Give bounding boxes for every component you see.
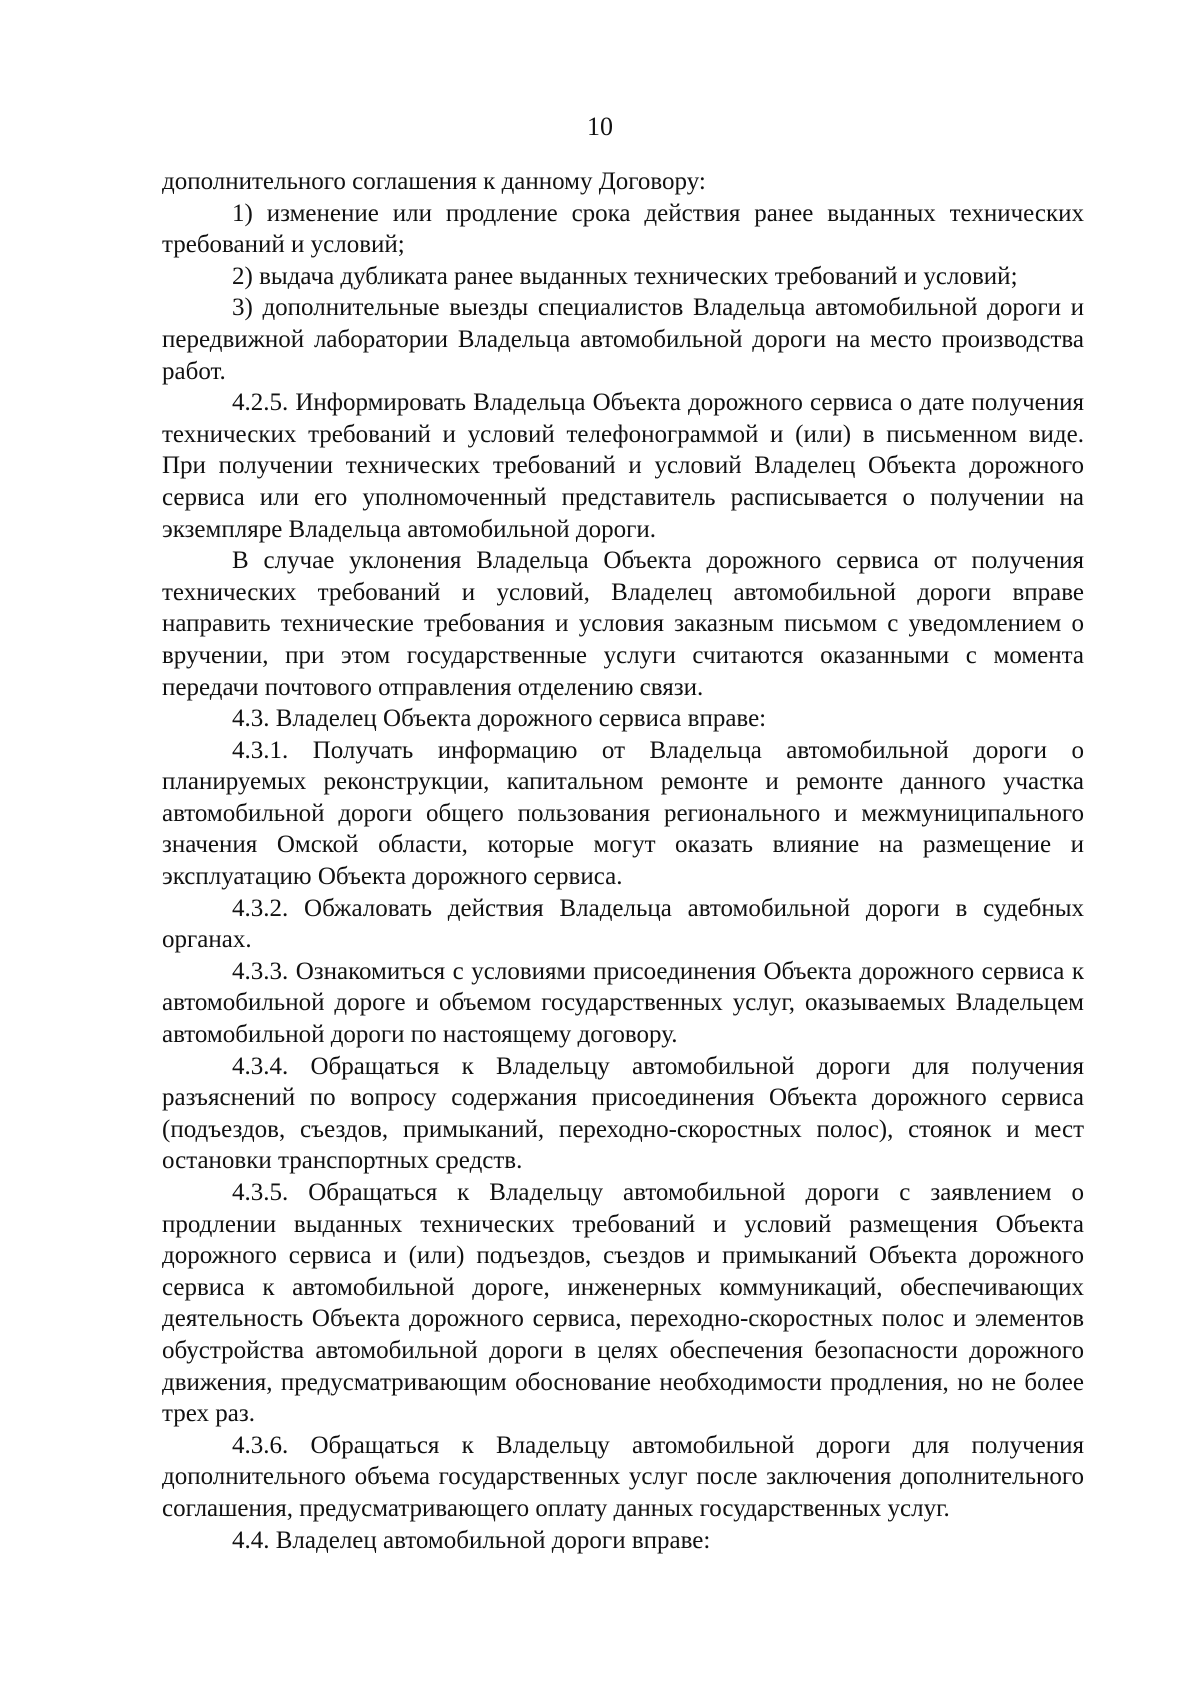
page-number: 10 [587,112,613,141]
list-item-1: 1) изменение или продление срока действия ранее выданных технических требований и условий; [162,199,1084,259]
clause-4-3-5: 4.3.5. Обращаться к Владельцу автомобильной дороги с заявлением о продлении выданных технических требований и условий размещения Объекта дорожного сервиса и (или) подъездов, съездов и примыканий Объекта дорожного сервиса к автомобильной дороге, инженерных коммуникаций, обеспечивающих деятельность Объекта дорожного сервиса, переходно-скоростных полос и элементов обустройства автомобильной дороги в целях обеспечения безопасности дорожного движения, предусматривающим обоснование необходимости продления, но не более трех раз. [162,1179,1084,1428]
clause-4-3-3: 4.3.3. Ознакомиться с условиями присоединения Объекта дорожного сервиса к автомобильной дороге и объемом государственных услуг, оказываемых Владельцем автомобильной дороги по настоящему договору. [162,957,1084,1049]
clause-4-3-6: 4.3.6. Обращаться к Владельцу автомобильной дороги для получения дополнительного объема государственных услуг после заключения дополнительного соглашения, предусматривающего оплату данных государственных услуг. [162,1431,1084,1522]
paragraph-continuation: дополнительного соглашения к данному Договору: [162,168,706,195]
clause-4-3: 4.3. Владелец Объекта дорожного сервиса вправе: [232,705,767,733]
document-body [162,166,1084,1556]
clause-4-3-1: 4.3.1. Получать информацию от Владельца автомобильной дороги о планируемых реконструкции, капитальном ремонте и ремонте данного участка автомобильной дороги общего пользования регионального и межмуниципального значения Омской области, которые могут оказать влияние на размещение и эксплуатацию Объекта дорожного сервиса. [162,736,1084,891]
list-item-2: 2) выдача дубликата ранее выданных технических требований и условий; [232,262,1018,290]
clause-4-4: 4.4. Владелец автомобильной дороги вправе: [232,1526,711,1554]
clause-4-3-2: 4.3.2. Обжаловать действия Владельца автомобильной дороги в судебных органах. [162,894,1084,954]
list-item-3: 3) дополнительные выезды специалистов Владельца автомобильной дороги и передвижной лаборатории Владельца автомобильной дороги на место производства работ. [162,294,1084,385]
clause-4-2-5: 4.2.5. Информировать Владельца Объекта дорожного сервиса о дате получения технических требований и условий телефонограммой и (или) в письменном виде. При получении технических требований и условий Владелец Объекта дорожного сервиса или его уполномоченный представитель расписывается о получении на экземпляре Владельца автомобильной дороги. [162,389,1084,543]
clause-4-3-4: 4.3.4. Обращаться к Владельцу автомобильной дороги для получения разъяснений по вопросу содержания присоединения Объекта дорожного сервиса (подъездов, съездов, примыканий, переходно-скоростных полос), стоянок и мест остановки транспортных средств. [162,1052,1084,1175]
paragraph-evasion: В случае уклонения Владельца Объекта дорожного сервиса от получения технических требований и условий, Владелец автомобильной дороги вправе направить технические требования и условия заказным письмом с уведомлением о вручении, при этом государственные услуги считаются оказанными с момента передачи почтового отправления отделению связи. [162,547,1084,701]
